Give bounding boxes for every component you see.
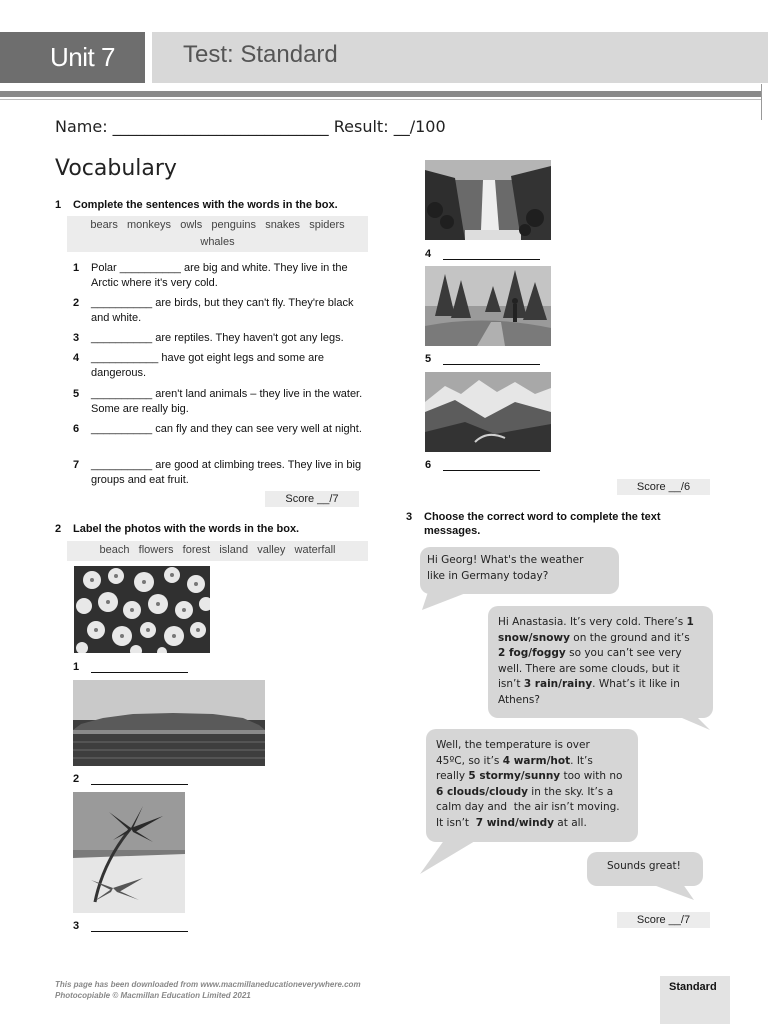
q3-instruction (424, 510, 704, 538)
photo-beach (73, 792, 185, 913)
sentence-text: __________ are good at climbing trees. They live in big groups and eat fruit. (91, 459, 362, 486)
q1-number: 1 (55, 199, 62, 211)
message-bubble-reply: Well, the temperature is over 45ºC, so it’s 4 warm/hot. It’s really 5 stormy/sunny too with no 6 clouds/cloudy in the sky. It’s a calm day and the air isn’t moving. It isn’t 7 wind/windy at all. (426, 729, 638, 842)
unit-label: Unit 7 (50, 42, 115, 72)
sentence-number: 4 (73, 352, 80, 364)
sentence-text: __________ can fly and they can see very well at night. (91, 423, 362, 435)
q2-score: Score __/6 (617, 479, 710, 495)
sentence-text: ___________ have got eight legs and some are dangerous. (91, 352, 325, 379)
q3-instruction-line1: Choose the correct word to complete the text (424, 511, 661, 523)
photo-island (73, 680, 265, 766)
answer-line[interactable] (443, 364, 540, 365)
answer-line[interactable] (91, 672, 188, 673)
q1-score: Score __/7 (265, 491, 359, 507)
result-value: __/100 (393, 117, 446, 136)
title-bar (152, 32, 768, 83)
photo-label-number: 6 (425, 459, 432, 471)
level-label: Standard (669, 981, 717, 993)
footer-download-note: This page has been downloaded from www.macmillaneducationeverywhere.com (55, 980, 361, 989)
photo-label-number: 3 (73, 920, 80, 932)
q3-instruction-line2: messages. (424, 525, 481, 537)
answer-line[interactable] (91, 784, 188, 785)
q2-instruction: Label the photos with the words in the box. (73, 523, 300, 535)
unit-badge (0, 32, 145, 83)
result-label: Result: (333, 117, 389, 136)
q3-score: Score __/7 (617, 912, 710, 928)
page-edge (761, 84, 768, 120)
name-label: Name: (55, 117, 108, 136)
photo-forest (425, 266, 551, 346)
message-bubble-sounds-great (587, 852, 703, 886)
sentence-number: 7 (73, 459, 80, 471)
test-title: Test: Standard (183, 41, 338, 68)
page-header (0, 32, 768, 84)
photo-label-number: 5 (425, 353, 432, 365)
section-title: Vocabulary (55, 156, 177, 181)
q1-word-box (67, 216, 368, 252)
sentence-text: Polar __________ are big and white. They live in the Arctic where it's very cold. (91, 262, 348, 289)
q2-number: 2 (55, 523, 62, 535)
photo-waterfall (425, 160, 551, 240)
photo-label-number: 2 (73, 773, 80, 785)
q1-word-box-line2: whales (200, 236, 235, 248)
q3-heading (406, 510, 706, 540)
answer-line[interactable] (443, 259, 540, 260)
q1-word-box-line1: bears monkeys owls penguins snakes spiders (90, 219, 345, 231)
answer-line[interactable] (91, 931, 188, 932)
message-line: Hi Georg! What's the weather (427, 554, 584, 566)
sentence-number: 1 (73, 262, 80, 274)
sentence-text: __________ are reptiles. They haven't got any legs. (91, 332, 344, 344)
answer-line[interactable] (443, 470, 540, 471)
sentence-number: 6 (73, 423, 80, 435)
message-line: Sounds great! (607, 860, 681, 872)
q1-heading (55, 198, 375, 212)
sentence-number: 5 (73, 388, 80, 400)
message-line: like in Germany today? (427, 569, 549, 582)
q2-heading (55, 522, 375, 536)
photo-label-number: 1 (73, 661, 80, 673)
photo-flowers (74, 566, 210, 653)
sentence-number: 2 (73, 297, 80, 309)
photo-label-number: 4 (425, 248, 432, 260)
q1-instruction: Complete the sentences with the words in the box. (73, 199, 338, 211)
header-rule (0, 91, 768, 97)
message-bubble-anastasia: Hi Anastasia. It’s very cold. There’s 1 snow/snowy on the ground and it’s 2 fog/foggy so you can’t see very well. There are some clouds, but it isn’t 3 rain/rainy. What’s it like in Athens? (488, 606, 713, 718)
q3-number: 3 (406, 511, 413, 523)
sentence-text: __________ are birds, but they can't fly. They're black and white. (91, 297, 354, 324)
q2-word-box: beach flowers forest island valley waterfall (67, 541, 368, 561)
message-bubble-georg (420, 547, 619, 594)
name-result-line: Name: ___________________________ Result: __/100 (55, 117, 446, 136)
sentence-number: 3 (73, 332, 80, 344)
level-badge (660, 976, 730, 1024)
footer-copyright: Photocopiable © Macmillan Education Limited 2021 (55, 991, 251, 1000)
header-rule-thin (0, 99, 768, 100)
sentence-text: __________ aren't land animals – they live in the water. Some are really big. (91, 388, 363, 415)
photo-valley (425, 372, 551, 452)
